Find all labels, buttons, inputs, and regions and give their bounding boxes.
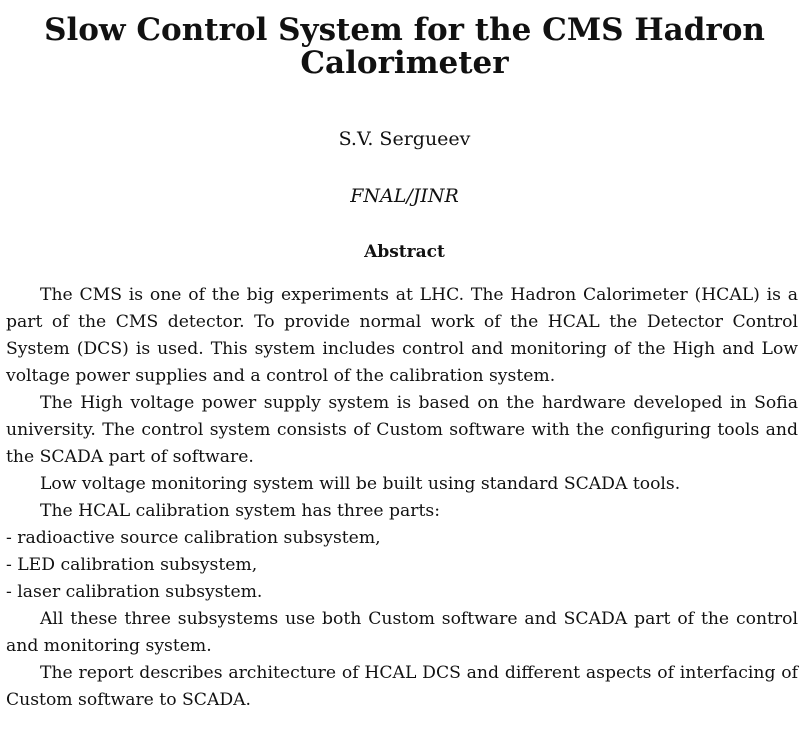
abstract-heading: Abstract (364, 242, 445, 262)
abstract-paragraph-3: Low voltage monitoring system will be built using standard SCADA tools. (40, 474, 681, 494)
calibration-list-item-3: - laser calibration subsystem. (6, 582, 263, 602)
abstract-paragraph-6: The report describes architecture of HCAL DCS and different aspects of interfacing of Custom software to SCADA. (6, 663, 798, 710)
abstract-paragraph-2: The High voltage power supply system is based on the hardware developed in Sofia university. The control system consists of Custom software with the configuring tools and the SCADA part of software. (6, 393, 798, 467)
abstract-paragraph-4: The HCAL calibration system has three parts: (40, 501, 440, 521)
abstract-paragraph-1: The CMS is one of the big experiments at LHC. The Hadron Calorimeter (HCAL) is a part of the CMS detector. To provide normal work of the HCAL the Detector Control System (DCS) is used. This system includes control and monitoring of the High and Low voltage power supplies and a control of the calibration system. (6, 285, 798, 386)
calibration-list-item-2: - LED calibration subsystem, (6, 555, 258, 575)
calibration-list-item-1: - radioactive source calibration subsystem, (6, 528, 381, 548)
paper-title: Slow Control System for the CMS Hadron Calorimeter (44, 12, 765, 81)
abstract-paragraph-5: All these three subsystems use both Custom software and SCADA part of the control and monitoring system. (6, 609, 798, 656)
author-name: S.V. Sergueev (338, 128, 471, 150)
author-affiliation: FNAL/JINR (350, 185, 459, 207)
abstract-body (6, 282, 798, 714)
